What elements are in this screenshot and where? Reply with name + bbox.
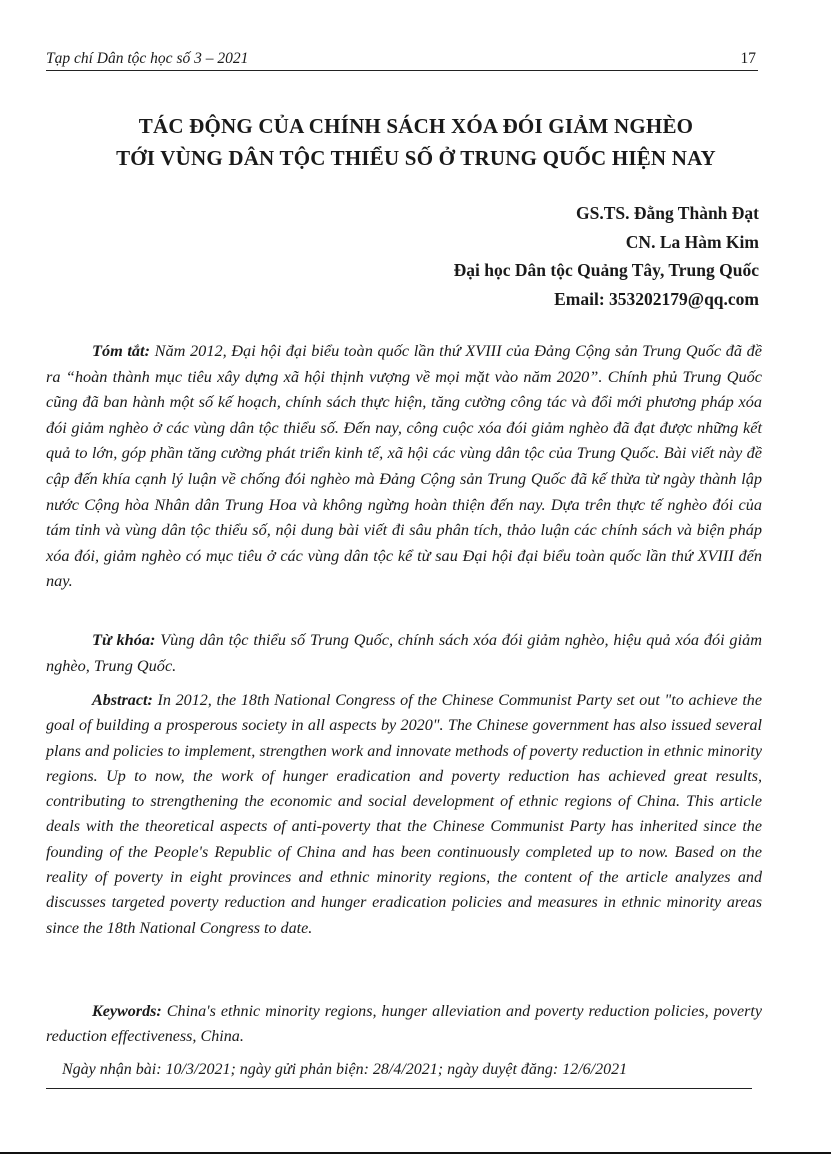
abstract-vi-label: Tóm tắt: [92, 341, 150, 360]
page-bottom-border [0, 1152, 831, 1154]
dates-divider [46, 1088, 752, 1089]
abstract-english [46, 688, 762, 941]
keywords-en-label: Keywords: [92, 1003, 162, 1020]
abstract-en-text: In 2012, the 18th National Congress of the Chinese Communist Party set out "to achieve the goal of building a prosperous society in all aspects by 2020". The Chinese government has also issued several plans and policies to implement, strengthen work and innovate methods of poverty reduction in ethnic minority regions. Up to now, the work of hunger eradication and poverty reduction has achieved great results, contributing to strengthening the economic and social development of ethnic regions of China. This article deals with the theoretical aspects of anti-poverty that the Chinese Communist Party has inherited since the founding of the People's Republic of China and has been continuously completed up to now. Based on the reality of poverty in eight provinces and ethnic minority regions, the content of the article analyzes and discusses targeted poverty reduction and hunger eradication policies and measures in ethnic minority areas since the 18th National Congress to date. [46, 692, 762, 937]
submission-dates: Ngày nhận bài: 10/3/2021; ngày gửi phản biện: 28/4/2021; ngày duyệt đăng: 12/6/2021 [62, 1061, 628, 1078]
keywords-english [46, 999, 762, 1050]
article-title-line-2: TỚI VÙNG DÂN TỘC THIỂU SỐ Ở TRUNG QUỐC HIỆN NAY [116, 146, 716, 170]
journal-name: Tạp chí Dân tộc học số 3 – 2021 [46, 50, 249, 67]
author-affiliation: Đại học Dân tộc Quảng Tây, Trung Quốc [453, 260, 759, 280]
author-block [454, 199, 759, 313]
keywords-en-text: China's ethnic minority regions, hunger alleviation and poverty reduction policies, poverty reduction effectiveness, China. [46, 1003, 762, 1046]
abstract-vietnamese [46, 338, 762, 594]
author-1: GS.TS. Đằng Thành Đạt [575, 203, 759, 223]
page-number: 17 [740, 50, 756, 67]
abstract-vi-text: Năm 2012, Đại hội đại biểu toàn quốc lần thứ XVIII của Đảng Cộng sản Trung Quốc đã đề ra “hoàn thành mục tiêu xây dựng xã hội thịnh vượng về mọi mặt vào năm 2020”. Chính phủ Trung Quốc cũng đã ban hành một số kế hoạch, chính sách thực hiện, tăng cường công tác và đổi mới phương pháp xóa đói giảm nghèo ở các vùng dân tộc thiểu số. Đến nay, công cuộc xóa đói giảm nghèo đã đạt được những kết quả to lớn, góp phần tăng cường phát triển kinh tế, xã hội các vùng dân tộc của Trung Quốc. Bài viết này đề cập đến khía cạnh lý luận về chống đói nghèo mà Đảng Cộng sản Trung Quốc đã kế thừa từ ngày thành lập nước Cộng hòa Nhân dân Trung Hoa và không ngừng hoàn thiện đến nay. Dựa trên thực tế nghèo đói của tám tỉnh và vùng dân tộc thiểu số, nội dung bài viết đi sâu phân tích, thảo luận các chính sách và biện pháp xóa đói, giảm nghèo có mục tiêu ở các vùng dân tộc kể từ sau Đại hội đại biểu toàn quốc lần thứ XVIII đến nay. [46, 341, 762, 591]
keywords-vietnamese [46, 627, 762, 678]
keywords-vi-text: Vùng dân tộc thiểu số Trung Quốc, chính sách xóa đói giảm nghèo, hiệu quả xóa đói giảm nghèo, Trung Quốc. [46, 630, 762, 675]
keywords-vi-label: Từ khóa: [92, 630, 156, 649]
author-email: Email: 353202179@qq.com [554, 288, 759, 309]
author-2: CN. La Hàm Kim [625, 231, 759, 252]
article-title-line-1: TÁC ĐỘNG CỦA CHÍNH SÁCH XÓA ĐÓI GIẢM NGHÈO [138, 114, 694, 138]
running-header [46, 50, 758, 72]
header-divider [46, 70, 758, 71]
abstract-en-label: Abstract: [92, 692, 153, 709]
